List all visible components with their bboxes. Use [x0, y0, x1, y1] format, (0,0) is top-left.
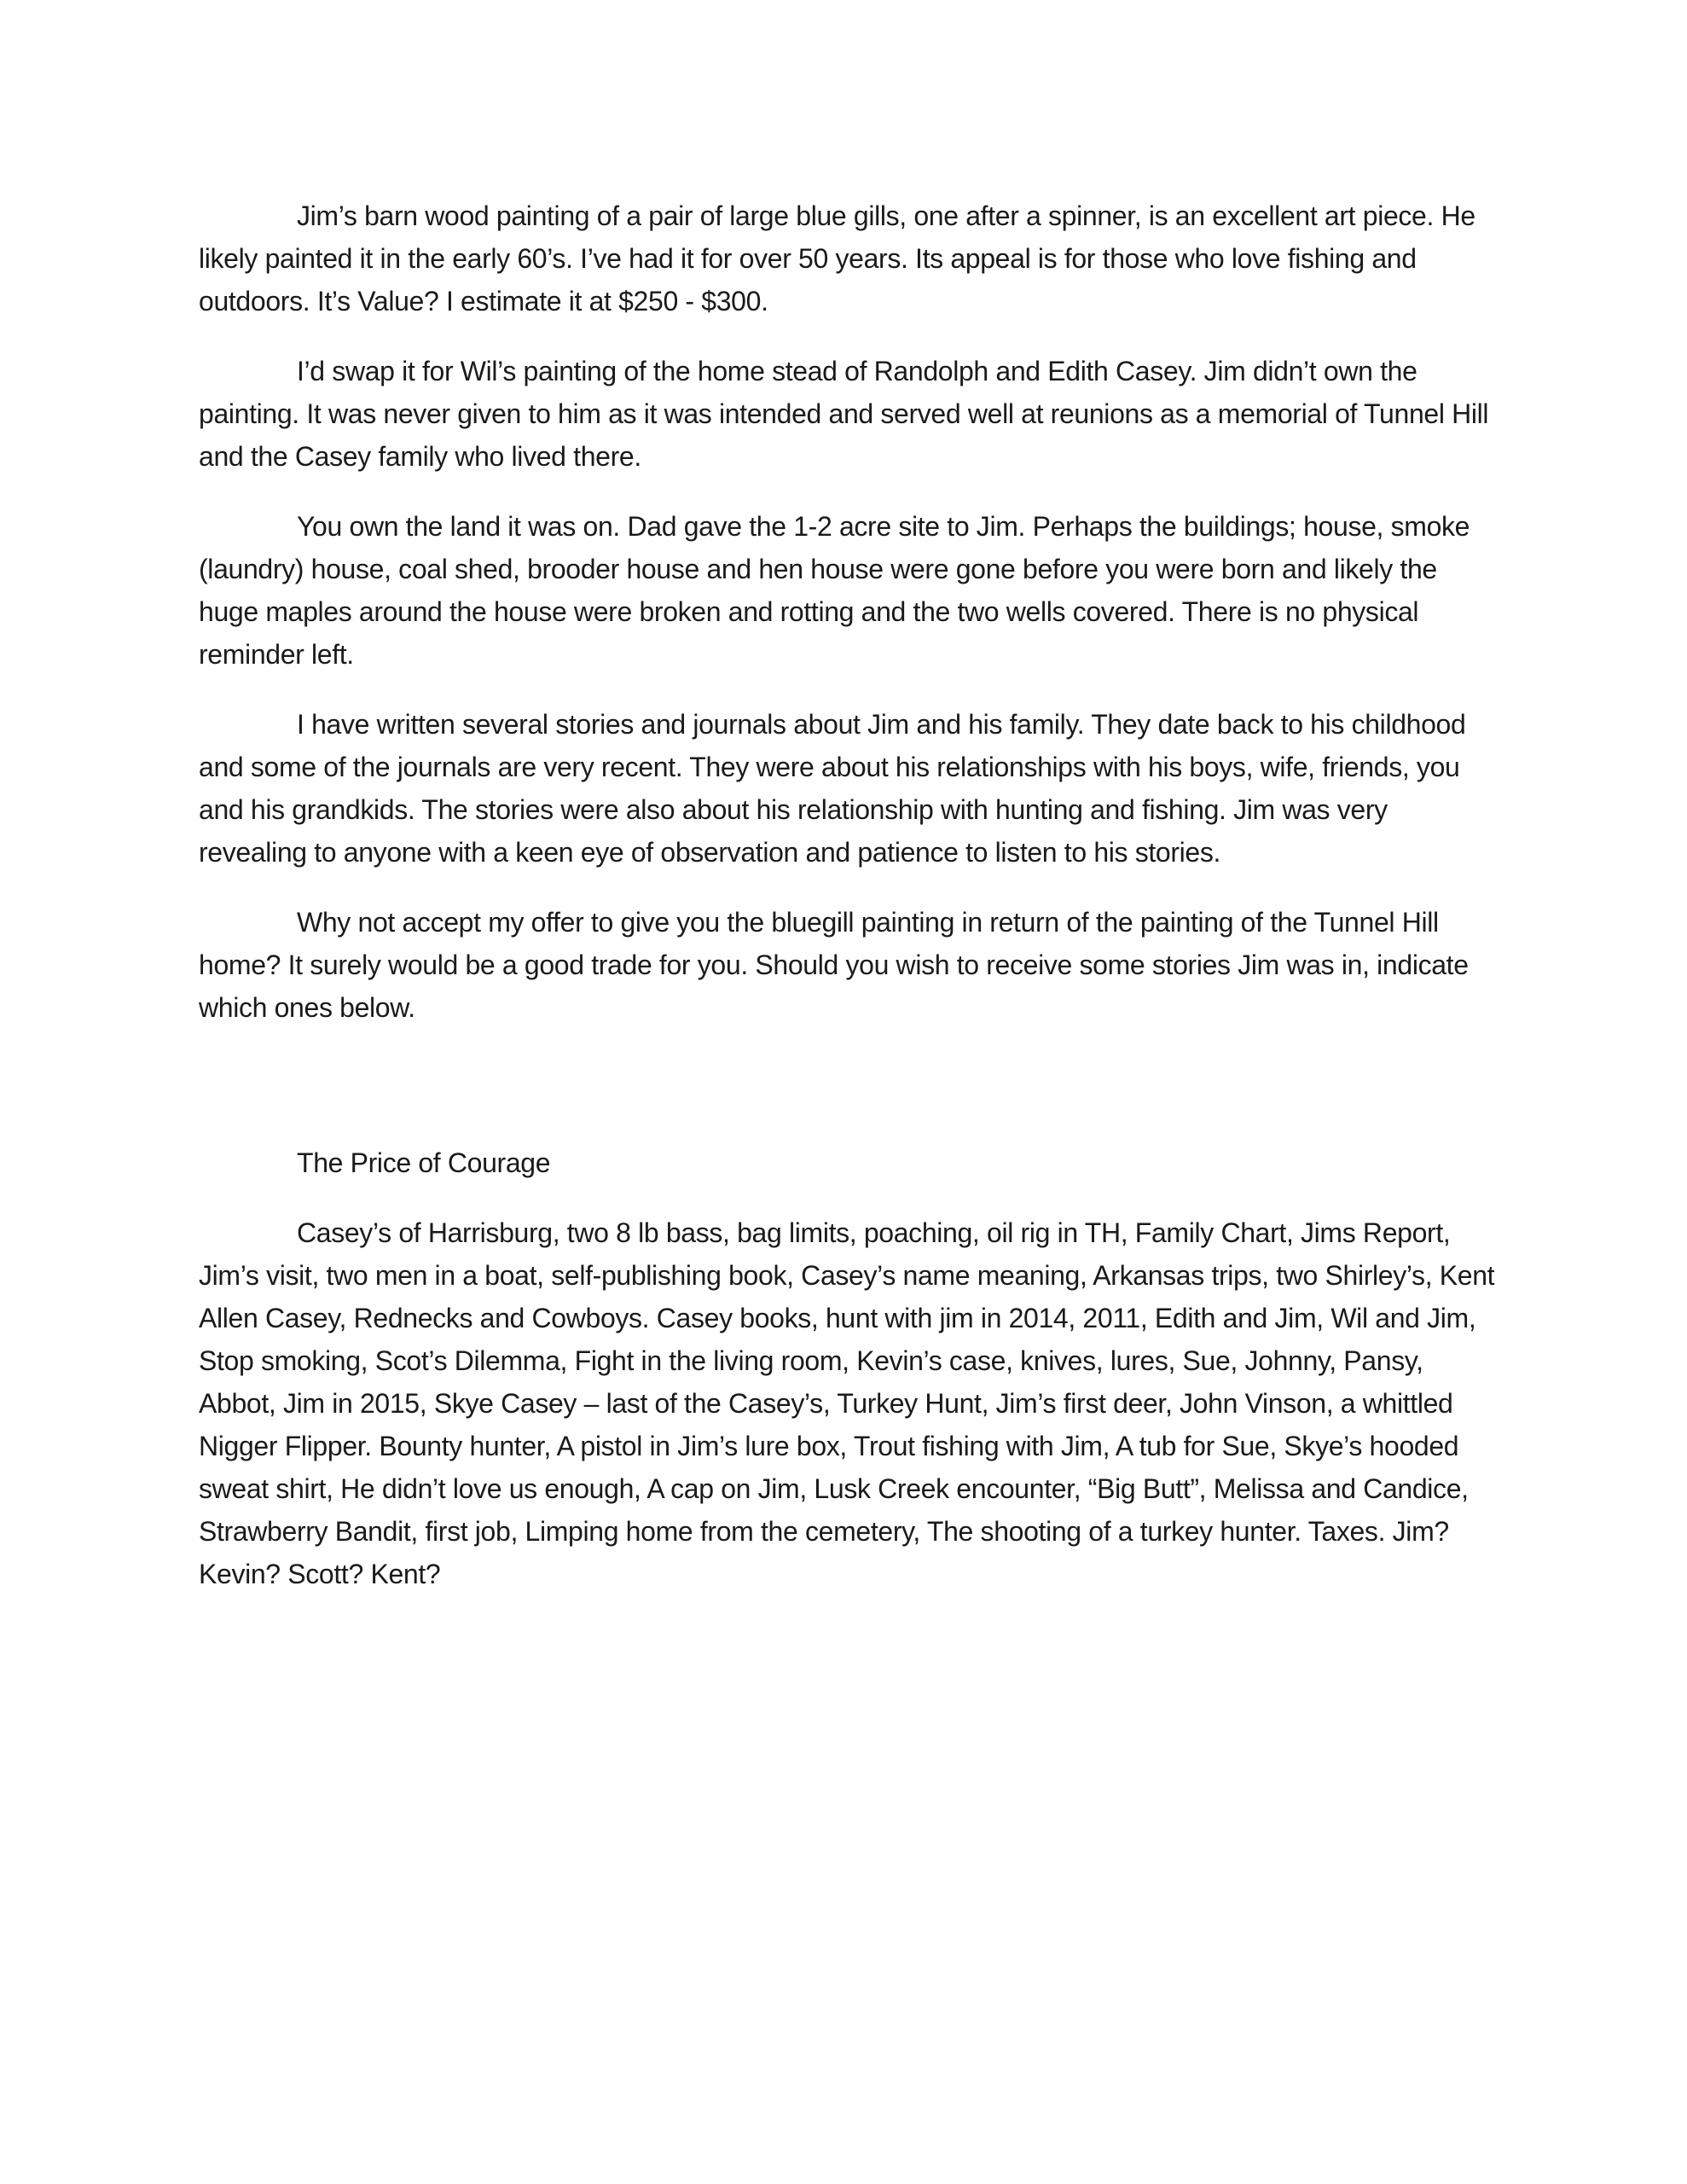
paragraph-offer: Why not accept my offer to give you the bluegill painting in return of the painting of the Tunnel Hill home? It surely would be a good trade for you. Should you wish to receive some stories Jim was in, indicate which ones below.: [199, 907, 1469, 1023]
paragraph-painting-value: Jim’s barn wood painting of a pair of large blue gills, one after a spinner, is an excellent art piece. He likely painted it in the early 60’s. I’ve had it for over 50 years. Its appeal is for those who love fishing and outdoors. It’s Value? I estimate it at $250 - $300.: [199, 200, 1475, 317]
document-body: [199, 195, 1495, 1595]
paragraph-stories: I have written several stories and journals about Jim and his family. They date back to his childhood and some of the journals are very recent. They were about his relationships with his boys, wife, friends, you and his grandkids. The stories were also about his relationship with hunting and fishing. Jim was very revealing to anyone with a keen eye of observation and patience to listen to his stories.: [199, 709, 1466, 868]
story-heading: The Price of Courage: [297, 1147, 551, 1178]
paragraph-land: You own the land it was on. Dad gave the 1-2 acre site to Jim. Perhaps the buildings; house, smoke (laundry) house, coal shed, brooder house and hen house were gone before you were born and likely the huge maples around the house were broken and rotting and the two wells covered. There is no physical reminder left.: [199, 511, 1470, 670]
paragraph-swap-offer: I’d swap it for Wil’s painting of the home stead of Randolph and Edith Casey. Jim didn’t own the painting. It was never given to him as it was intended and served well at reunions as a memorial of Tunnel Hill and the Casey family who lived there.: [199, 356, 1489, 472]
story-list: Casey’s of Harrisburg, two 8 lb bass, bag limits, poaching, oil rig in TH, Family Chart, Jims Report, Jim’s visit, two men in a boat, self-publishing book, Casey’s name meaning, Arkansas trips, two Shirley’s, Kent Allen Casey, Rednecks and Cowboys. Casey books, hunt with jim in 2014, 2011, Edith and Jim, Wil and Jim, Stop smoking, Scot’s Dilemma, Fight in the living room, Kevin’s case, knives, lures, Sue, Johnny, Pansy, Abbot, Jim in 2015, Skye Casey – last of the Casey’s, Turkey Hunt, Jim’s first deer, John Vinson, a whittled Nigger Flipper. Bounty hunter, A pistol in Jim’s lure box, Trout fishing with Jim, A tub for Sue, Skye’s hooded sweat shirt, He didn’t love us enough, A cap on Jim, Lusk Creek encounter, “Big Butt”, Melissa and Candice, Strawberry Bandit, first job, Limping home from the cemetery, The shooting of a turkey hunter. Taxes. Jim? Kevin? Scott? Kent?: [199, 1217, 1495, 1589]
